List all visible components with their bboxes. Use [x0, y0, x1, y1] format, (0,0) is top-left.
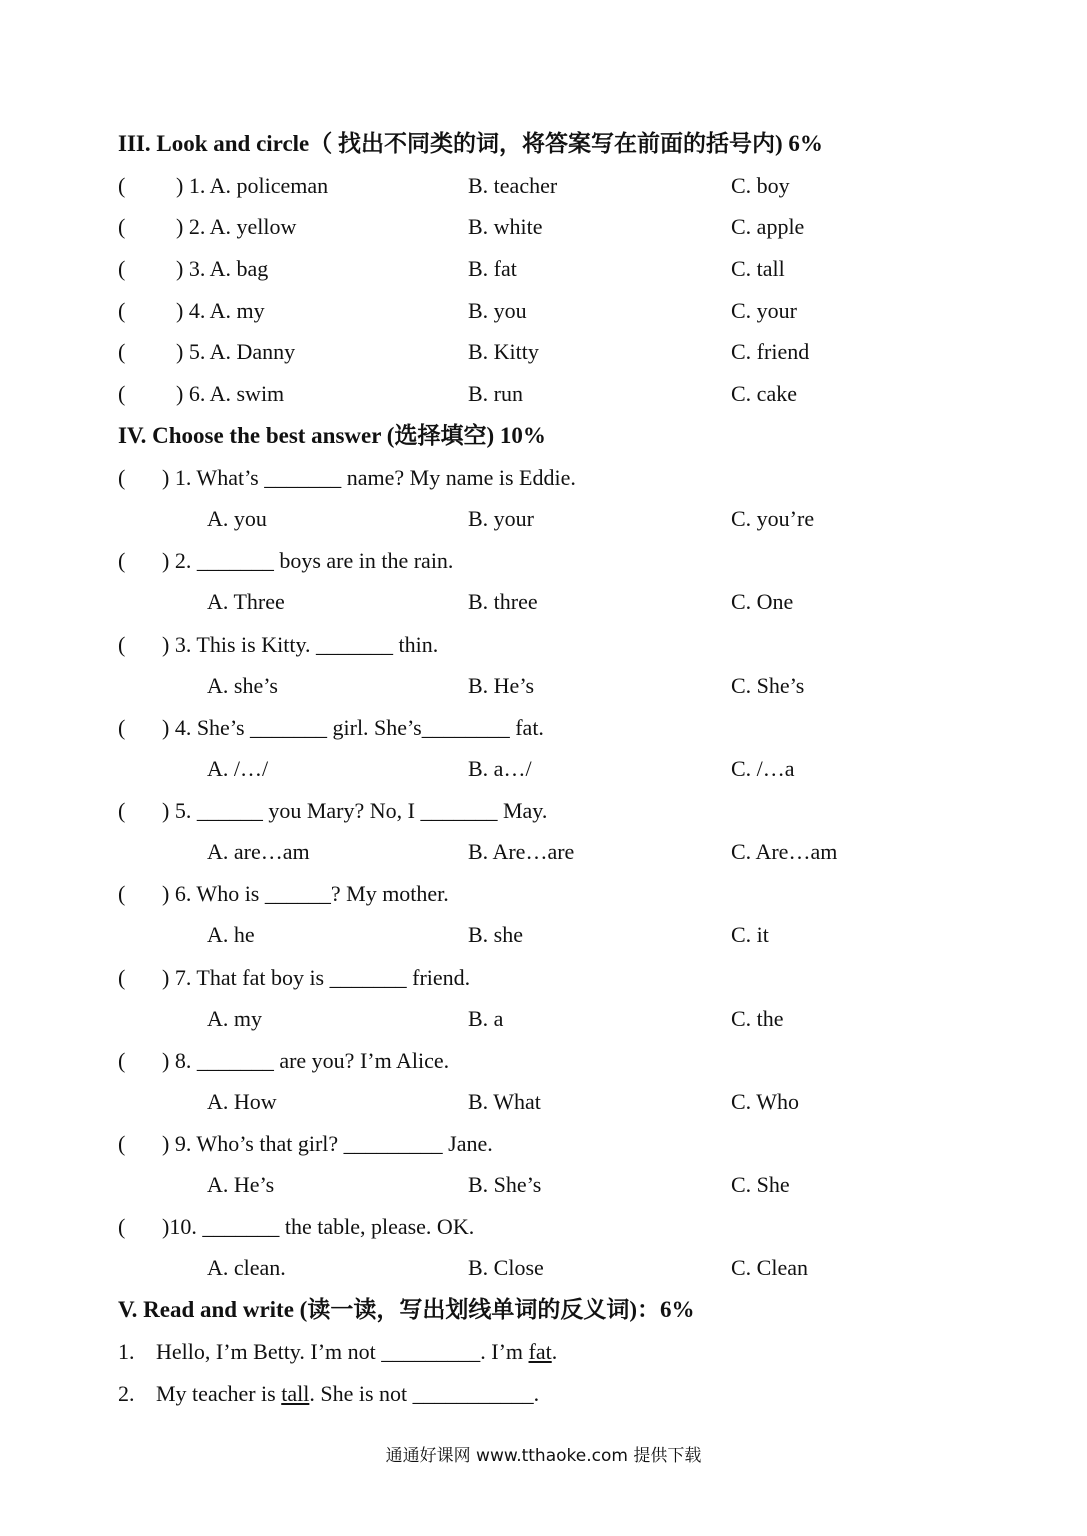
option-b: B. What	[468, 1089, 541, 1114]
option-c: C. boy	[731, 173, 790, 198]
question-row	[0, 374, 1087, 414]
answer-bracket: (	[118, 173, 126, 198]
question-text: ) 9. Who’s that girl? _________ Jane.	[162, 1131, 493, 1156]
option-a: A. /…/	[207, 756, 269, 781]
answer-bracket: (	[118, 965, 126, 990]
item-number: 2.	[118, 1381, 135, 1406]
option-c: C. Are…am	[731, 839, 838, 864]
option-a: A. she’s	[207, 673, 278, 698]
answer-bracket: (	[118, 1131, 126, 1156]
section-5-heading: V. Read and write (读一读，写出划线单词的反义词)：6%	[118, 1297, 695, 1322]
option-b: B. you	[468, 298, 527, 323]
options-row	[0, 1165, 1087, 1205]
section-3-heading: III. Look and circle（ 找出不同类的词，将答案写在前面的括号内) 6%	[118, 131, 823, 156]
option-c: C. friend	[731, 339, 810, 364]
answer-bracket: (	[118, 256, 126, 281]
option-a: ) 2. A. yellow	[176, 214, 297, 239]
option-c: C. Clean	[731, 1255, 808, 1280]
option-b: B. fat	[468, 256, 517, 281]
question-row	[0, 1041, 1087, 1081]
question-row	[0, 541, 1087, 581]
option-c: C. Who	[731, 1089, 800, 1114]
option-b: B. teacher	[468, 173, 558, 198]
option-a: ) 5. A. Danny	[176, 339, 296, 364]
question-row	[0, 708, 1087, 748]
answer-bracket: (	[118, 381, 126, 406]
option-a: A. clean.	[207, 1255, 286, 1280]
answer-bracket: (	[118, 798, 126, 823]
options-row	[0, 1082, 1087, 1122]
question-text: ) 4. She’s _______ girl. She’s________ fat.	[162, 715, 544, 740]
option-c: C. it	[731, 922, 769, 947]
option-a: A. Three	[207, 589, 285, 614]
option-c: C. the	[731, 1006, 784, 1031]
option-b: B. she	[468, 922, 523, 947]
question-text: ) 5. ______ you Mary? No, I _______ May.	[162, 798, 548, 823]
options-row	[0, 832, 1087, 872]
answer-bracket: (	[118, 1048, 126, 1073]
question-row	[0, 207, 1087, 247]
answer-bracket: (	[118, 339, 126, 364]
option-c: C. One	[731, 589, 794, 614]
answer-bracket: (	[118, 881, 126, 906]
options-row	[0, 582, 1087, 622]
question-row	[0, 958, 1087, 998]
option-b: B. He’s	[468, 673, 534, 698]
option-b: B. your	[468, 506, 534, 531]
options-row	[0, 499, 1087, 539]
option-a: ) 1. A. policeman	[176, 173, 329, 198]
read-write-item	[0, 1332, 1087, 1372]
option-c: C. your	[731, 298, 797, 323]
answer-bracket: (	[118, 632, 126, 657]
answer-bracket: (	[118, 1214, 126, 1239]
question-row	[0, 874, 1087, 914]
question-row	[0, 166, 1087, 206]
question-row	[0, 291, 1087, 331]
underlined-word: fat	[528, 1339, 552, 1364]
option-b: B. Close	[468, 1255, 544, 1280]
option-a: A. he	[207, 922, 255, 947]
option-c: C. tall	[731, 256, 785, 281]
read-write-item	[0, 1374, 1087, 1414]
options-row	[0, 666, 1087, 706]
options-row	[0, 1248, 1087, 1288]
option-b: B. run	[468, 381, 523, 406]
option-a: A. He’s	[207, 1172, 275, 1197]
option-a: ) 3. A. bag	[176, 256, 269, 281]
underlined-word: tall	[281, 1381, 310, 1406]
question-row	[0, 458, 1087, 498]
question-text: ) 3. This is Kitty. _______ thin.	[162, 632, 439, 657]
answer-bracket: (	[118, 298, 126, 323]
question-text: )10. _______ the table, please. OK.	[162, 1214, 475, 1239]
question-text: ) 2. _______ boys are in the rain.	[162, 548, 454, 573]
question-text: ) 8. _______ are you? I’m Alice.	[162, 1048, 450, 1073]
option-b: B. Kitty	[468, 339, 539, 364]
section-4-heading: IV. Choose the best answer (选择填空) 10%	[118, 423, 546, 448]
option-b: B. three	[468, 589, 538, 614]
option-a: A. you	[207, 506, 267, 531]
option-c: C. She’s	[731, 673, 805, 698]
option-a: A. are…am	[207, 839, 310, 864]
option-c: C. /…a	[731, 756, 795, 781]
option-b: B. She’s	[468, 1172, 542, 1197]
question-row	[0, 1207, 1087, 1247]
option-b: B. Are…are	[468, 839, 575, 864]
options-row	[0, 915, 1087, 955]
question-row	[0, 249, 1087, 289]
option-b: B. white	[468, 214, 543, 239]
option-b: B. a…/	[468, 756, 532, 781]
answer-bracket: (	[118, 214, 126, 239]
option-a: ) 4. A. my	[176, 298, 265, 323]
option-a: A. my	[207, 1006, 262, 1031]
question-row	[0, 1124, 1087, 1164]
option-c: C. you’re	[731, 506, 815, 531]
answer-bracket: (	[118, 465, 126, 490]
sentence	[156, 1332, 557, 1372]
answer-bracket: (	[118, 715, 126, 740]
sentence-part: Hello, I’m Betty. I’m not _________. I’m	[156, 1339, 529, 1364]
question-row	[0, 332, 1087, 372]
option-c: C. apple	[731, 214, 805, 239]
question-text: ) 7. That fat boy is _______ friend.	[162, 965, 471, 990]
page-footer: 通通好课网 www.tthaoke.com 提供下载	[385, 1446, 702, 1466]
item-number: 1.	[118, 1339, 135, 1364]
sentence-part: . She is not ___________.	[309, 1381, 540, 1406]
question-row	[0, 625, 1087, 665]
answer-bracket: (	[118, 548, 126, 573]
option-c: C. cake	[731, 381, 797, 406]
option-a: A. How	[207, 1089, 277, 1114]
options-row	[0, 749, 1087, 789]
sentence	[156, 1374, 539, 1414]
option-a: ) 6. A. swim	[176, 381, 285, 406]
sentence-part: My teacher is	[156, 1381, 282, 1406]
question-text: ) 6. Who is ______? My mother.	[162, 881, 449, 906]
question-text: ) 1. What’s _______ name? My name is Eddie.	[162, 465, 576, 490]
sentence-part: .	[551, 1339, 558, 1364]
options-row	[0, 999, 1087, 1039]
option-b: B. a	[468, 1006, 504, 1031]
question-row	[0, 791, 1087, 831]
option-c: C. She	[731, 1172, 790, 1197]
